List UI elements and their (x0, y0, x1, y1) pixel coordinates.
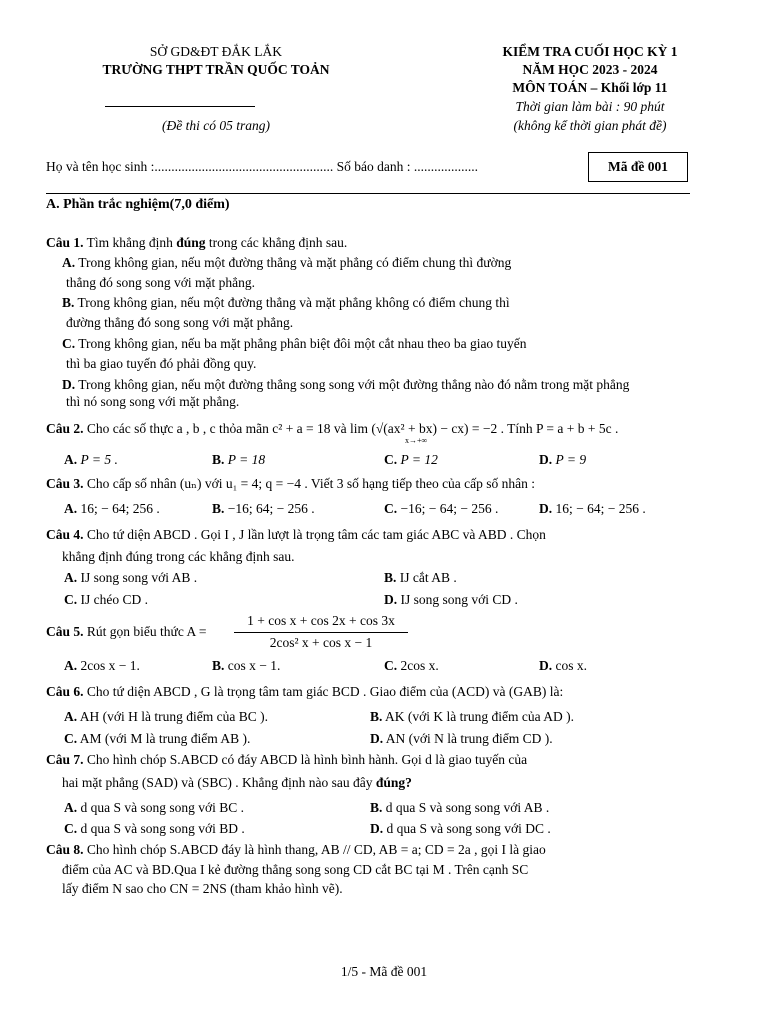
q2-lim-subscript: x→+∞ (405, 436, 428, 445)
option-letter: D. (370, 821, 384, 836)
q1-b-line2: đường thẳng đó song song với mặt phẳng. (66, 315, 294, 330)
q1-c-line2: thì ba giao tuyến đó phải đồng quy. (66, 356, 257, 371)
option-letter: B. (384, 570, 397, 585)
q4-option-d[interactable] (384, 592, 518, 608)
school-name: TRƯỜNG THPT TRẦN QUỐC TOẢN (102, 62, 330, 77)
header-rule (46, 193, 690, 194)
q7-option-b[interactable] (370, 800, 549, 816)
q5-c-text: 2cos x. (400, 658, 439, 673)
option-letter: B. (370, 800, 383, 815)
q4-label: Câu 4. (46, 527, 84, 542)
q3-c-text: −16; − 64; − 256 . (400, 501, 499, 516)
option-letter: B. (62, 295, 75, 310)
option-letter: A. (64, 501, 78, 516)
q1-a-line1: Trong không gian, nếu một đường thẳng và mặt phẳng có điểm chung thì đường (78, 255, 512, 270)
q3-option-b[interactable] (212, 501, 315, 517)
option-letter: C. (64, 731, 78, 746)
q3-a-text: 16; − 64; 256 . (80, 501, 160, 516)
q1-option-c[interactable] (62, 336, 527, 352)
q6-a-text: AH (với H là trung điểm của BC ). (79, 709, 268, 724)
option-letter: B. (212, 452, 225, 467)
question-5 (46, 624, 206, 640)
option-letter: C. (64, 821, 78, 836)
q2-d-text: P = 9 (555, 452, 587, 467)
q5-option-a[interactable] (64, 658, 140, 674)
q7-stem2-text: hai mặt phẳng (SAD) và (SBC) . Khẳng định nào sau đây (62, 775, 376, 790)
q5-stem: Rút gọn biểu thức A = (83, 624, 207, 639)
option-letter: C. (384, 501, 398, 516)
option-letter: A. (64, 709, 78, 724)
q1-d-line1: Trong không gian, nếu một đường thẳng song song với một đường thẳng nào đó nằm trong mặt phẳng (78, 377, 630, 392)
q5-option-b[interactable] (212, 658, 280, 674)
option-letter: D. (539, 501, 553, 516)
option-letter: A. (62, 255, 76, 270)
q2-stem: Cho các số thực a , b , c thỏa mãn c² + a = 18 và lim (√(ax² + bx) − cx) = −2 . Tính P = a + b + 5c . (83, 421, 619, 436)
q1-stem-pre: Tìm khẳng định (83, 235, 177, 250)
q7-label: Câu 7. (46, 752, 84, 767)
q6-option-c[interactable] (64, 731, 250, 747)
q2-b-text: P = 18 (227, 452, 266, 467)
option-letter: A. (64, 570, 78, 585)
exam-code-box: Mã đề 001 (588, 152, 688, 182)
option-letter: D. (539, 658, 553, 673)
question-7 (46, 752, 527, 768)
q2-option-b[interactable] (212, 452, 265, 468)
question-4 (46, 527, 546, 543)
q1-option-a[interactable] (62, 255, 511, 271)
q7-stem-line2 (62, 775, 412, 791)
q6-label: Câu 6. (46, 684, 84, 699)
q5-d-text: cos x. (555, 658, 587, 673)
option-letter: B. (212, 658, 225, 673)
q1-stem-post: trong các khẳng định sau. (205, 235, 348, 250)
q6-option-a[interactable] (64, 709, 268, 725)
q2-option-c[interactable] (384, 452, 438, 468)
question-6 (46, 684, 563, 700)
q1-a-line2: thẳng đó song song với mặt phẳng. (66, 275, 255, 290)
option-letter: C. (384, 452, 398, 467)
option-letter: A. (64, 658, 78, 673)
option-letter: C. (62, 336, 76, 351)
q7-option-d[interactable] (370, 821, 551, 837)
q7-option-a[interactable] (64, 800, 244, 816)
q4-stem: Cho tứ diện ABCD . Gọi I , J lần lượt là trọng tâm các tam giác ABC và ABD . Chọn (83, 527, 546, 542)
q1-label: Câu 1. (46, 235, 84, 250)
q1-b-line1: Trong không gian, nếu một đường thẳng và mặt phẳng không có điểm chung thì (77, 295, 510, 310)
q1-c-line1: Trong không gian, nếu ba mặt phẳng phân biệt đôi một cắt nhau theo ba giao tuyến (78, 336, 527, 351)
q6-c-text: AM (với M là trung điểm AB ). (79, 731, 251, 746)
q8-line2: điểm của AC và BD.Qua I kẻ đường thẳng song song CD cắt BC tại M . Trên cạnh SC (62, 862, 529, 877)
q1-option-d[interactable] (62, 377, 629, 393)
question-8 (46, 842, 546, 858)
option-letter: A. (64, 800, 78, 815)
q4-option-b[interactable] (384, 570, 457, 586)
option-letter: C. (64, 592, 78, 607)
q1-d-line2: thì nó song song với mặt phẳng. (66, 394, 240, 409)
time-note: (không kể thời gian phát đề) (513, 118, 667, 133)
q2-a-text: P = 5 . (80, 452, 118, 467)
option-letter: D. (539, 452, 553, 467)
q7-b-text: d qua S và song song với AB . (385, 800, 550, 815)
q7-d-text: d qua S và song song với DC . (386, 821, 551, 836)
q8-line1: Cho hình chóp S.ABCD đáy là hình thang, AB // CD, AB = a; CD = 2a , gọi I là giao (83, 842, 546, 857)
q3-d-text: 16; − 64; − 256 . (555, 501, 646, 516)
q4-b-text: IJ cắt AB . (399, 570, 457, 585)
option-letter: D. (370, 731, 384, 746)
q1-option-b[interactable] (62, 295, 510, 311)
question-3 (46, 476, 535, 492)
q6-b-text: AK (với K là trung điểm của AD ). (385, 709, 575, 724)
q7-stem2-bold: đúng? (375, 775, 412, 790)
q5-a-text: 2cos x − 1. (80, 658, 140, 673)
pages-note: (Đề thi có 05 trang) (162, 118, 270, 133)
option-letter: B. (212, 501, 225, 516)
q5-fraction-denominator: 2cos² x + cos x − 1 (269, 635, 373, 650)
q4-c-text: IJ chéo CD . (80, 592, 148, 607)
q6-stem: Cho tứ diện ABCD , G là trọng tâm tam giác BCD . Giao điểm của (ACD) và (GAB) là: (83, 684, 564, 699)
q6-option-b[interactable] (370, 709, 574, 725)
q7-c-text: d qua S và song song với BD . (80, 821, 245, 836)
q3-option-a[interactable] (64, 501, 160, 517)
q5-b-text: cos x − 1. (227, 658, 281, 673)
q3-b-text: −16; 64; − 256 . (227, 501, 315, 516)
q7-stem: Cho hình chóp S.ABCD có đáy ABCD là hình bình hành. Gọi d là giao tuyến của (83, 752, 528, 767)
q8-line3: lấy điểm N sao cho CN = 2NS (tham khảo hình vẽ). (62, 881, 343, 896)
option-letter: A. (64, 452, 78, 467)
q5-label: Câu 5. (46, 624, 84, 639)
exam-title: KIỂM TRA CUỐI HỌC KỲ 1 (502, 44, 678, 59)
q5-option-c[interactable] (384, 658, 439, 674)
page-footer: 1/5 - Mã đề 001 (340, 964, 428, 979)
q3-option-c[interactable] (384, 501, 498, 517)
time-limit: Thời gian làm bài : 90 phút (515, 99, 665, 114)
q8-label: Câu 8. (46, 842, 84, 857)
option-letter: D. (62, 377, 76, 392)
q4-option-c[interactable] (64, 592, 148, 608)
q5-fraction-bar (234, 632, 408, 633)
q4-option-a[interactable] (64, 570, 197, 586)
q3-label: Câu 3. (46, 476, 84, 491)
student-info-line: Họ và tên học sinh :..................................................... Số báo danh : ................... (46, 159, 478, 174)
question-2 (46, 421, 618, 437)
q1-stem-bold: đúng (176, 235, 206, 250)
subject: MÔN TOÁN – Khối lớp 11 (512, 80, 668, 95)
q7-a-text: d qua S và song song với BC . (80, 800, 245, 815)
q2-option-d[interactable] (539, 452, 586, 468)
header-divider-left (105, 106, 255, 107)
section-a-title: A. Phần trắc nghiệm(7,0 điểm) (46, 197, 230, 212)
option-letter: C. (384, 658, 398, 673)
q4-stem-line2: khẳng định đúng trong các khẳng định sau. (62, 549, 295, 564)
q4-d-text: IJ song song với CD . (400, 592, 518, 607)
q3-stem: Cho cấp số nhân (uₙ) với u₁ = 4; q = −4 . Viết 3 số hạng tiếp theo của cấp số nhân : (83, 476, 536, 491)
q7-option-c[interactable] (64, 821, 245, 837)
q5-option-d[interactable] (539, 658, 587, 674)
q2-c-text: P = 12 (400, 452, 438, 467)
q2-label: Câu 2. (46, 421, 84, 436)
q3-option-d[interactable] (539, 501, 646, 517)
department-name: SỞ GD&ĐT ĐẮK LẮK (149, 44, 283, 59)
q2-option-a[interactable] (64, 452, 118, 468)
school-year: NĂM HỌC 2023 - 2024 (522, 62, 658, 77)
option-letter: D. (384, 592, 398, 607)
q4-a-text: IJ song song với AB . (80, 570, 198, 585)
question-1 (46, 235, 347, 251)
option-letter: B. (370, 709, 383, 724)
q5-fraction-numerator: 1 + cos x + cos 2x + cos 3x (247, 613, 395, 628)
q6-option-d[interactable] (370, 731, 553, 747)
q6-d-text: AN (với N là trung điểm CD ). (385, 731, 553, 746)
